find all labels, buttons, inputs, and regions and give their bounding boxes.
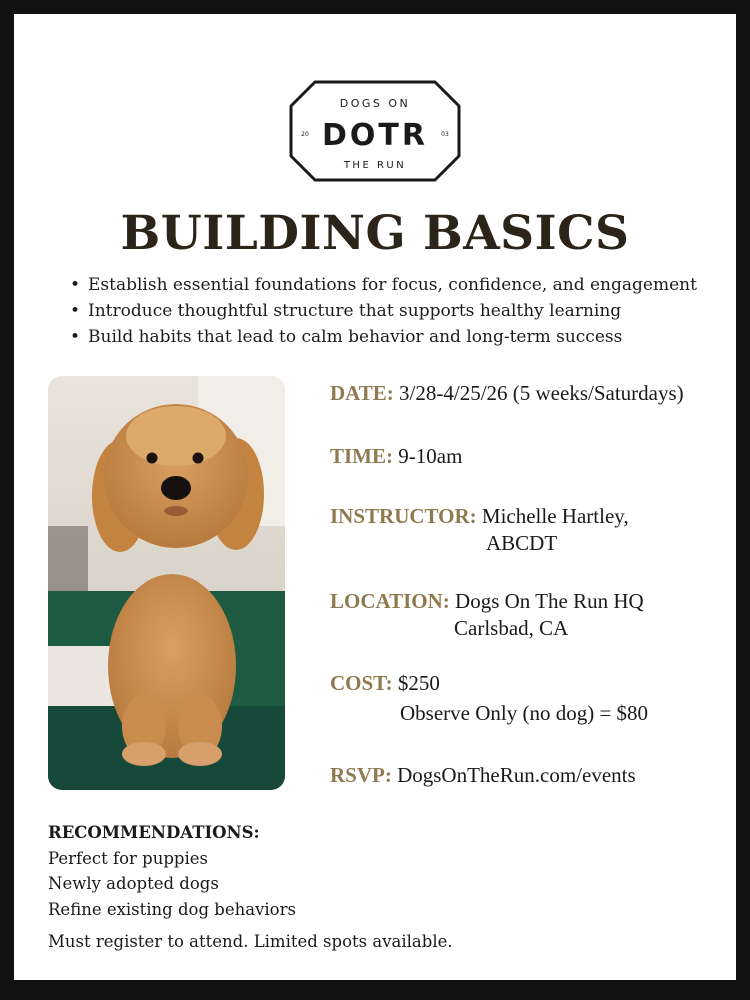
instructor-row — [330, 504, 629, 529]
time-value: 9-10am — [398, 444, 463, 468]
recommendation-item: Newly adopted dogs — [48, 874, 219, 893]
logo-top-text: DOGS ON — [339, 97, 411, 110]
instructor-value: Michelle Hartley, — [481, 504, 629, 528]
recommendation-item: Refine existing dog behaviors — [48, 899, 296, 919]
cost-row — [330, 671, 440, 696]
registration-note: Must register to attend. Limited spots available. — [48, 932, 453, 951]
date-label: DATE: — [330, 381, 394, 405]
recommendation-item: Perfect for puppies — [48, 848, 208, 868]
date-value: 3/28-4/25/26 (5 weeks/Saturdays) — [399, 381, 684, 405]
location-row — [330, 589, 644, 614]
flyer-page — [14, 14, 736, 980]
benefits-list — [68, 272, 697, 350]
location-city: Carlsbad, CA — [454, 616, 569, 640]
logo-main-text: DOTR — [322, 118, 428, 153]
time-label: TIME: — [330, 444, 393, 468]
benefit-item: • Establish essential foundations for focus, confidence, and engagement — [68, 272, 697, 298]
cost-observe: Observe Only (no dog) = $80 — [400, 701, 649, 725]
logo-bottom-text: THE RUN — [343, 160, 407, 171]
logo-left-year: 20 — [301, 131, 309, 138]
logo-right-year: 03 — [441, 131, 449, 138]
benefit-item: • Introduce thoughtful structure that supports healthy learning — [68, 298, 697, 324]
rsvp-label: RSVP: — [330, 763, 392, 787]
instructor-label: INSTRUCTOR: — [330, 504, 477, 528]
cost-label: COST: — [330, 671, 393, 695]
location-value: Dogs On The Run HQ — [455, 589, 644, 613]
recommendations-heading: RECOMMENDATIONS: — [48, 823, 260, 842]
instructor-credential: ABCDT — [486, 531, 558, 555]
cost-value: $250 — [397, 671, 440, 695]
page-title: BUILDING BASICS — [120, 206, 630, 261]
rsvp-row — [330, 763, 636, 788]
rsvp-link[interactable]: DogsOnTheRun.com/events — [397, 763, 636, 787]
benefit-item: • Build habits that lead to calm behavior and long-term success — [68, 324, 697, 350]
location-label: LOCATION: — [330, 589, 450, 613]
recommendations — [48, 820, 296, 922]
date-row — [330, 381, 684, 406]
dotr-logo — [287, 78, 463, 184]
time-row — [330, 444, 462, 469]
puppy-photo — [48, 376, 285, 790]
